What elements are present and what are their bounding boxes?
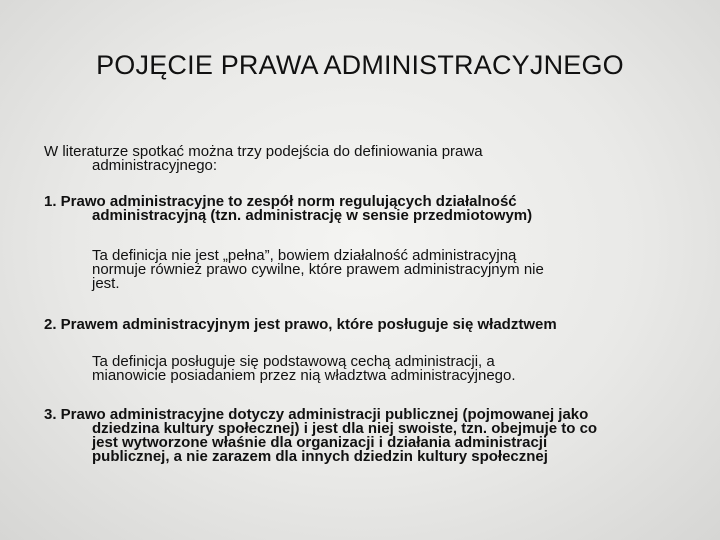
approach-2 <box>44 318 672 332</box>
approach-3-line: 3. Prawo administracyjne dotyczy administracji publicznej (pojmowanej jako <box>44 406 589 423</box>
intro-line: W literaturze spotkać można trzy podejścia do definiowania prawa <box>44 143 483 160</box>
approach-1-line: administracyjną (tzn. administrację w sensie przedmiotowym) <box>92 207 533 224</box>
comment-line: Ta definicja posługuje się podstawową cechą administracji, a <box>92 353 495 370</box>
approach-1-comment <box>92 249 672 291</box>
comment-line: jest. <box>92 275 120 292</box>
approach-3-line: jest wytworzone właśnie dla organizacji i działania administracji <box>92 434 548 451</box>
approach-3 <box>44 408 672 464</box>
comment-line: Ta definicja nie jest „pełna”, bowiem działalność administracyjną <box>92 247 517 264</box>
comment-line: normuje również prawo cywilne, które prawem administracyjnym nie <box>92 261 544 278</box>
approach-2-comment <box>92 355 632 383</box>
comment-line: mianowicie posiadaniem przez nią władztwa administracyjnego. <box>92 367 516 384</box>
approach-3-line: dziedzina kultury społecznej) i jest dla niej swoiste, tzn. obejmuje to co <box>92 420 598 437</box>
approach-1 <box>44 195 672 223</box>
approach-1-line: 1. Prawo administracyjne to zespół norm regulujących działalność <box>44 193 517 210</box>
intro-line: administracyjnego: <box>92 157 218 174</box>
slide-title: POJĘCIE PRAWA ADMINISTRACYJNEGO <box>96 50 624 80</box>
approach-2-line: 2. Prawem administracyjnym jest prawo, które posługuje się władztwem <box>44 316 557 333</box>
intro-paragraph <box>44 145 672 173</box>
approach-3-line: publicznej, a nie zarazem dla innych dziedzin kultury społecznej <box>92 448 548 465</box>
